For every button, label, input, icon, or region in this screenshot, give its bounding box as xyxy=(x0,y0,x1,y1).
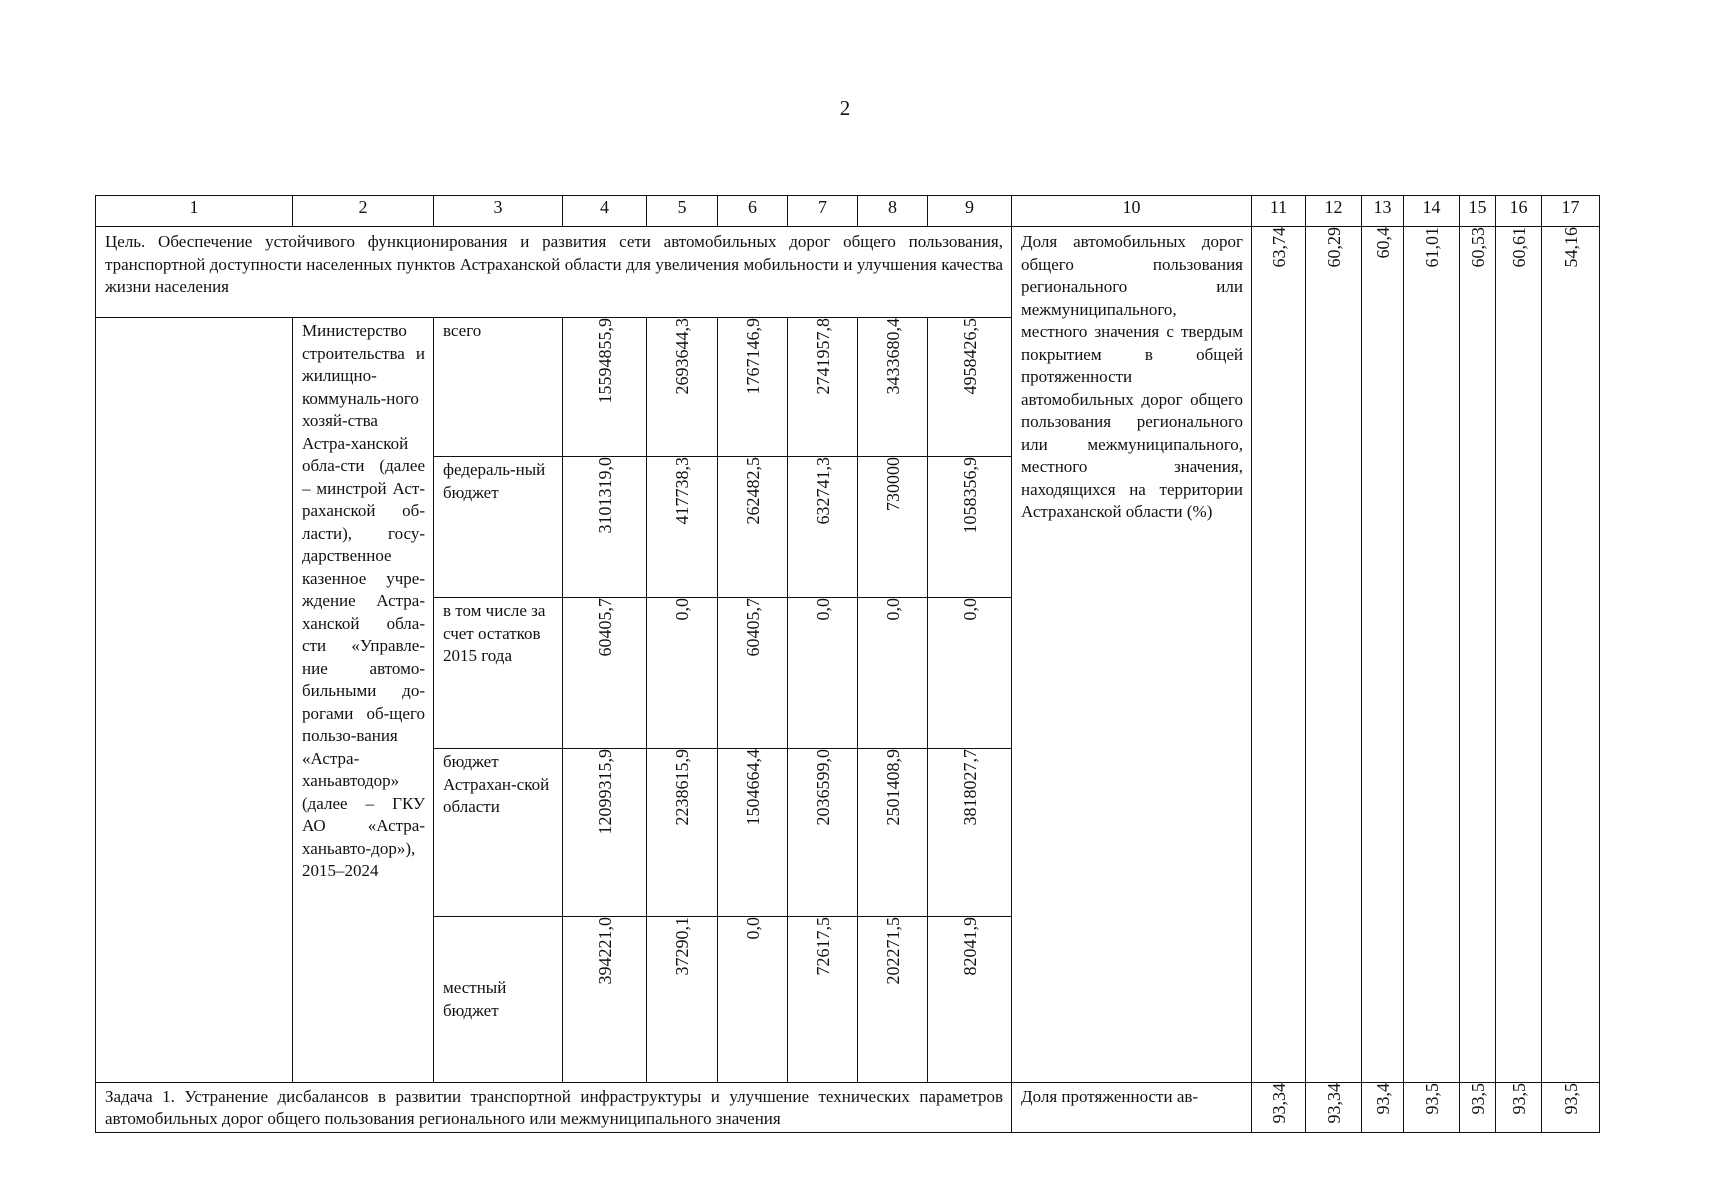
funding-source: всего xyxy=(434,318,563,457)
funding-value: 4958426,5 xyxy=(928,318,1012,457)
funding-value: 12099315,9 xyxy=(563,749,647,917)
funding-value: 60405,7 xyxy=(718,598,788,749)
goal-text: Цель. Обеспечение устойчивого функционирования и развития сети автомобильных дорог общего пользования, транспортной доступности населенных пунктов Астраханской области для увеличения мобильности и улучшения качества жизни населения xyxy=(96,227,1012,318)
funding-value: 0,0 xyxy=(718,917,788,1083)
funding-value: 2693644,3 xyxy=(647,318,718,457)
task-indicator-value: 93,34 xyxy=(1306,1083,1362,1133)
funding-value: 1504664,4 xyxy=(718,749,788,917)
funding-source: бюджет Астрахан-ской области xyxy=(434,749,563,917)
task-indicator-value: 93,4 xyxy=(1362,1083,1404,1133)
header-cell: 17 xyxy=(1542,196,1600,227)
goal-indicator-value: 63,74 xyxy=(1252,227,1306,1083)
task-indicator-value: 93,5 xyxy=(1404,1083,1460,1133)
task-text: Задача 1. Устранение дисбалансов в развитии транспортной инфраструктуры и улучшение технических параметров автомобильных дорог общего пользования регионального или межмуниципального значения xyxy=(96,1083,1012,1133)
funding-value: 730000 xyxy=(858,457,928,598)
funding-value: 2741957,8 xyxy=(788,318,858,457)
header-cell: 14 xyxy=(1404,196,1460,227)
header-cell: 4 xyxy=(563,196,647,227)
funding-value: 0,0 xyxy=(647,598,718,749)
funding-value: 2238615,9 xyxy=(647,749,718,917)
empty-cell xyxy=(96,318,293,1083)
header-cell: 6 xyxy=(718,196,788,227)
header-cell: 9 xyxy=(928,196,1012,227)
task-indicator: Доля протяженности ав- xyxy=(1012,1083,1252,1133)
header-cell: 5 xyxy=(647,196,718,227)
funding-value: 1058356,9 xyxy=(928,457,1012,598)
funding-value: 2036599,0 xyxy=(788,749,858,917)
funding-value: 82041,9 xyxy=(928,917,1012,1083)
task-indicator-value: 93,5 xyxy=(1542,1083,1600,1133)
funding-value: 202271,5 xyxy=(858,917,928,1083)
header-cell: 10 xyxy=(1012,196,1252,227)
header-cell: 7 xyxy=(788,196,858,227)
page-number: 2 xyxy=(839,96,851,120)
goal-indicator-value: 61,01 xyxy=(1404,227,1460,1083)
header-cell: 8 xyxy=(858,196,928,227)
header-cell: 3 xyxy=(434,196,563,227)
header-cell: 16 xyxy=(1496,196,1542,227)
header-row xyxy=(96,196,1600,227)
funding-value: 2501408,9 xyxy=(858,749,928,917)
task-row xyxy=(96,1083,1600,1133)
funding-value: 3101319,0 xyxy=(563,457,647,598)
program-table xyxy=(95,195,1600,1133)
goal-indicator-value: 54,16 xyxy=(1542,227,1600,1083)
funding-value: 0,0 xyxy=(858,598,928,749)
funding-source: федераль-ный бюджет xyxy=(434,457,563,598)
funding-value: 632741,3 xyxy=(788,457,858,598)
executor-text: Министерство строительства и жилищно-коммуналь-ного хозяй-ства Астра-ханской обла-сти (далее – минстрой Аст-раханской об-ласти), госу-дарственное казенное учре-ждение Астра-ханской обла-сти «Управле-ние автомо-бильными до-рогами об-щего пользо-вания «Астра-ханьавтодор» (далее – ГКУ АО «Астра-ханьавто-дор»), 2015–2024 xyxy=(293,318,434,1083)
funding-value: 0,0 xyxy=(928,598,1012,749)
goal-row xyxy=(96,227,1600,318)
header-cell: 12 xyxy=(1306,196,1362,227)
task-indicator-value: 93,5 xyxy=(1496,1083,1542,1133)
goal-indicator-value: 60,53 xyxy=(1460,227,1496,1083)
funding-value: 3433680,4 xyxy=(858,318,928,457)
funding-source: местный бюджет xyxy=(434,917,563,1083)
funding-value: 0,0 xyxy=(788,598,858,749)
funding-value: 1767146,9 xyxy=(718,318,788,457)
goal-indicator-value: 60,29 xyxy=(1306,227,1362,1083)
goal-indicator: Доля автомобильных дорог общего пользования регионального или межмуниципального, местного значения с твердым покрытием в общей протяженности автомобильных дорог общего пользования регионального или межмуниципального, местного значения, находящихся на территории Астраханской области (%) xyxy=(1012,227,1252,1083)
header-cell: 2 xyxy=(293,196,434,227)
funding-value: 15594855,9 xyxy=(563,318,647,457)
header-cell: 1 xyxy=(96,196,293,227)
task-indicator-value: 93,5 xyxy=(1460,1083,1496,1133)
funding-source: в том числе за счет остатков 2015 года xyxy=(434,598,563,749)
funding-value: 72617,5 xyxy=(788,917,858,1083)
funding-value: 417738,3 xyxy=(647,457,718,598)
funding-value: 37290,1 xyxy=(647,917,718,1083)
header-cell: 15 xyxy=(1460,196,1496,227)
task-indicator-value: 93,34 xyxy=(1252,1083,1306,1133)
goal-indicator-value: 60,4 xyxy=(1362,227,1404,1083)
header-cell: 11 xyxy=(1252,196,1306,227)
funding-value: 3818027,7 xyxy=(928,749,1012,917)
funding-value: 262482,5 xyxy=(718,457,788,598)
funding-value: 60405,7 xyxy=(563,598,647,749)
funding-value: 394221,0 xyxy=(563,917,647,1083)
header-cell: 13 xyxy=(1362,196,1404,227)
goal-indicator-value: 60,61 xyxy=(1496,227,1542,1083)
